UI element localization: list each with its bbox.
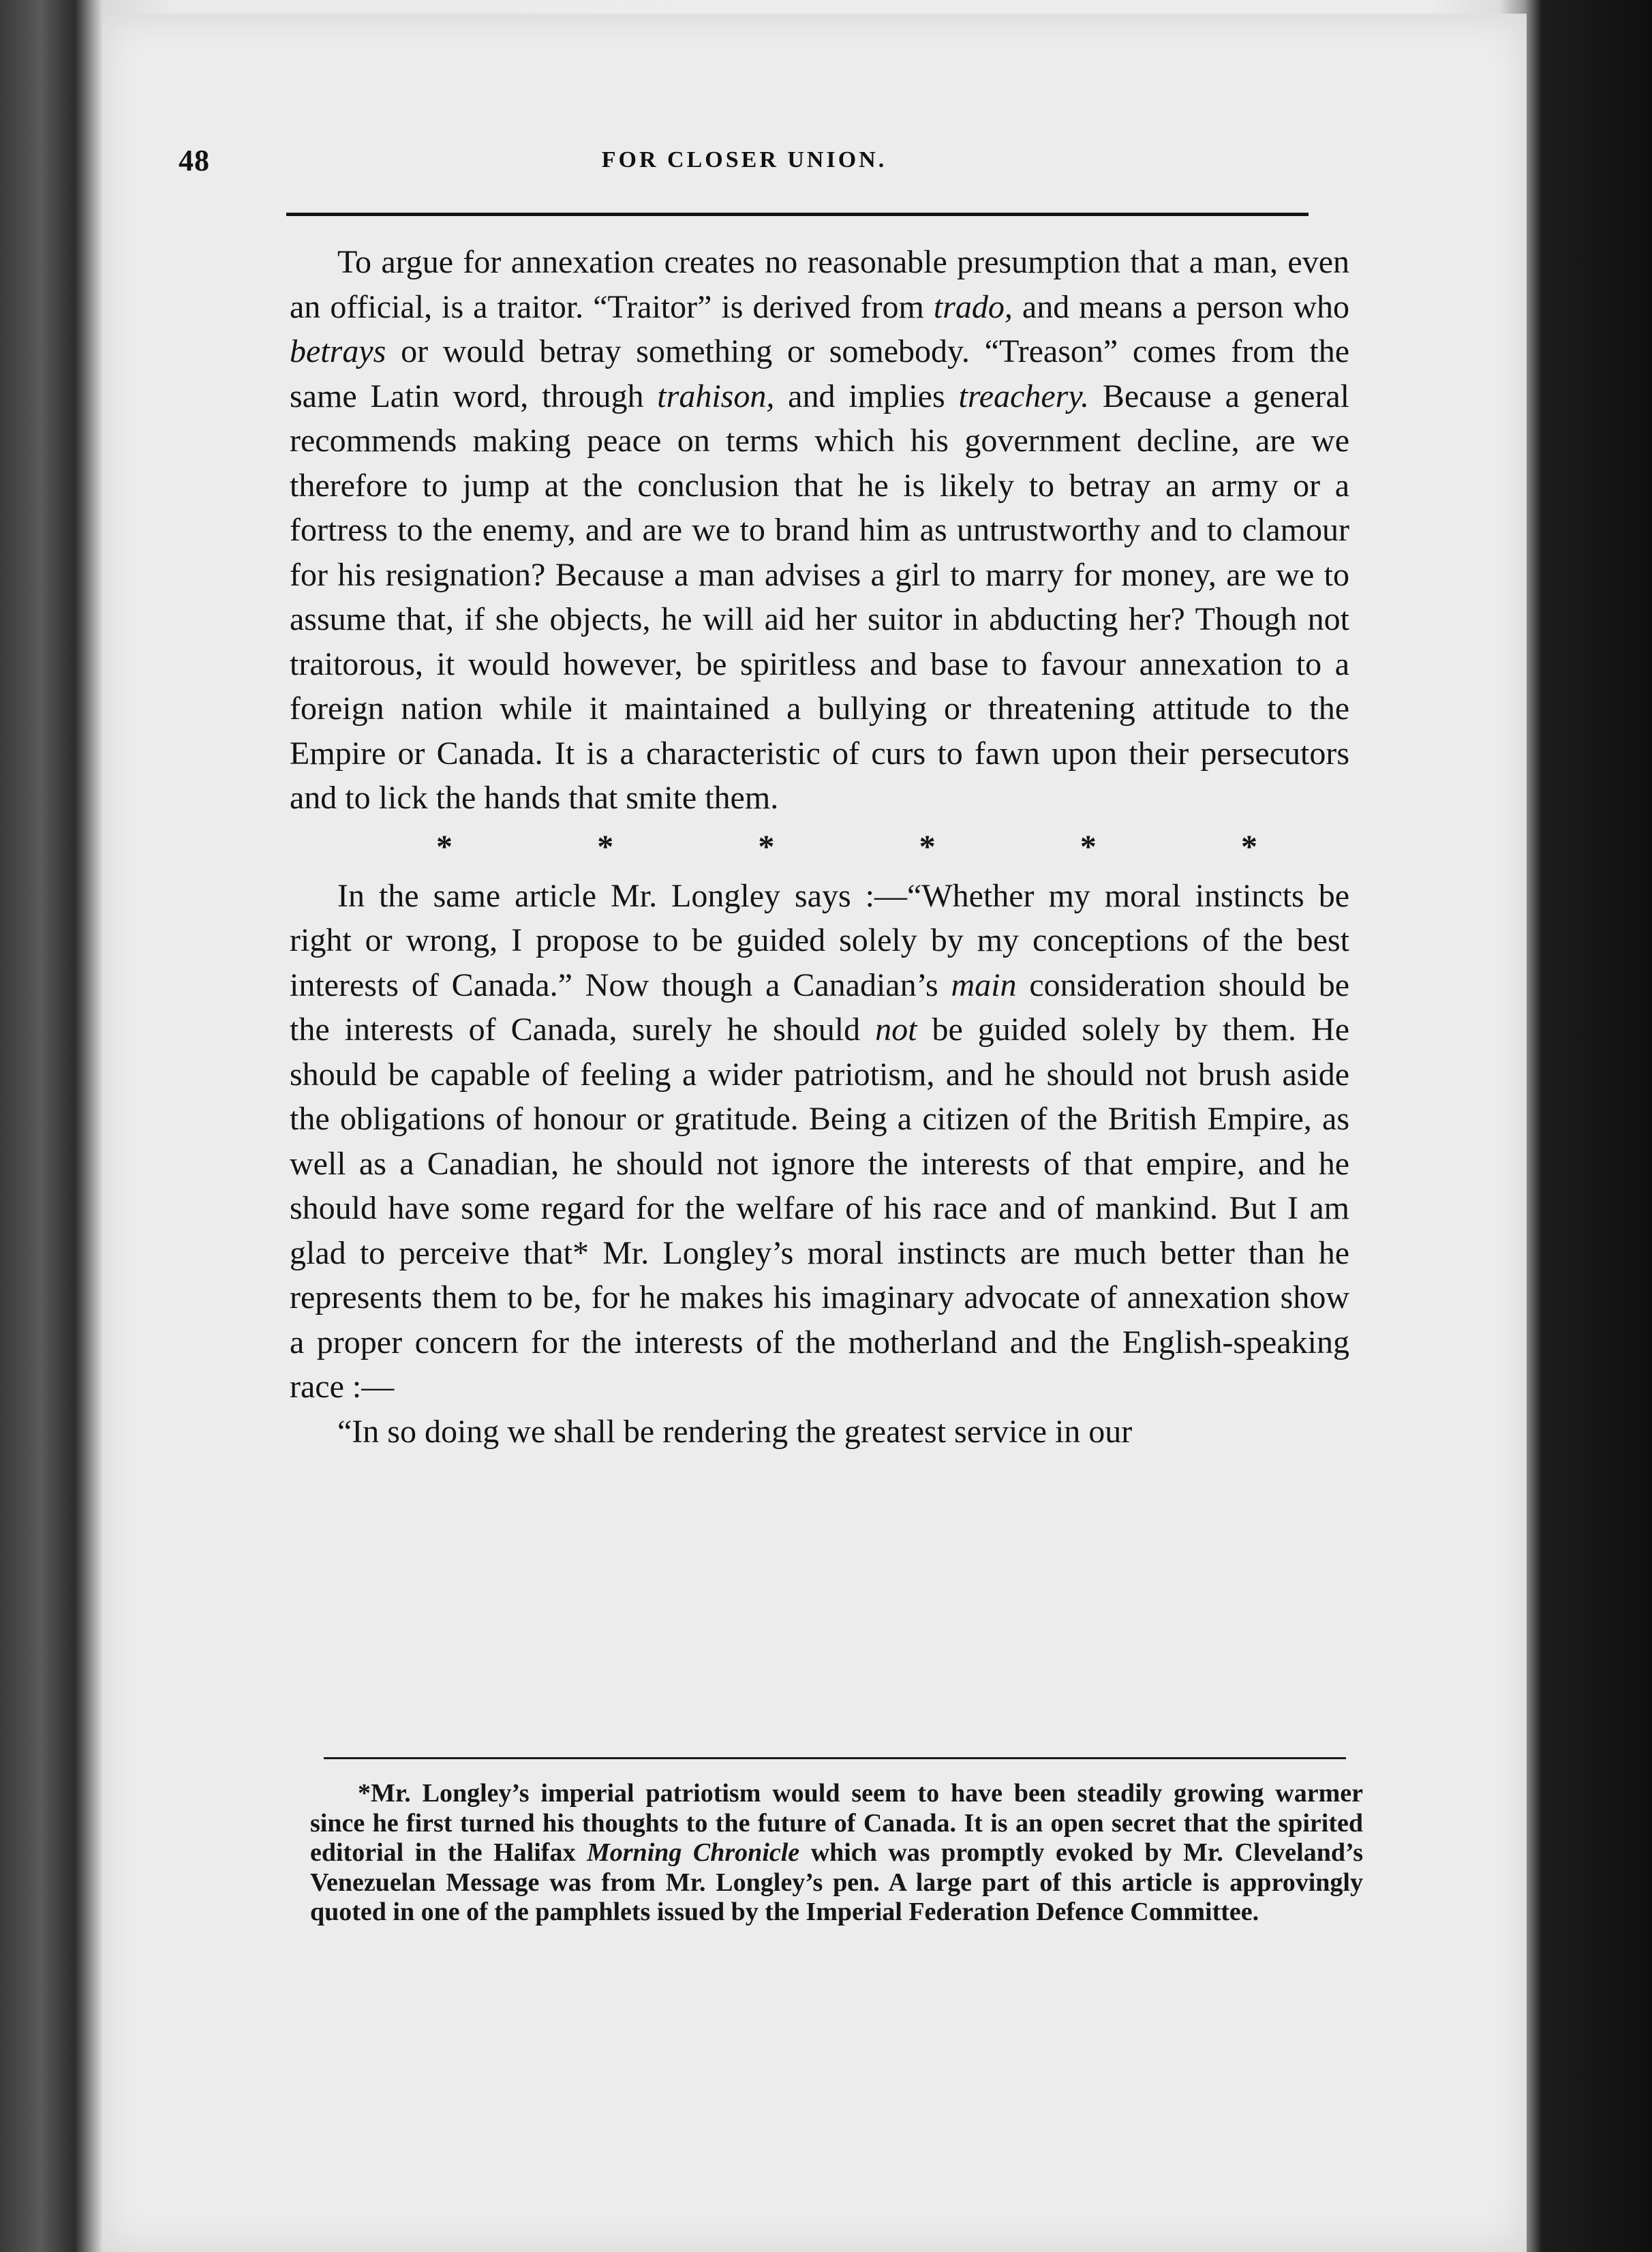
footnote: *Mr. Longley’s imperial patriotism would seem to have been steadily growing warmer since he first turned his thoughts to the future of Canada. It is an open secret that the spirited editorial in the Halifax Morning Chronicle which was promptly evoked by Mr. Cleveland’s Venezuelan Message was from Mr. Longley’s pen. A large part of this article is approvingly quoted in one of the pamphlets issued by the Imperial Federation Defence Committee.: [310, 1779, 1363, 1926]
main-text: [290, 240, 1349, 1454]
italic-word: main: [951, 967, 1017, 1003]
asterisk: *: [919, 828, 936, 865]
italic-word: not: [875, 1011, 917, 1048]
paragraph-1: To argue for annexation creates no reasonable presumption that a man, even an official, is a traitor. “Traitor” is derived from trado, and means a person who betrays or would betray something or somebody. “Treason” comes from the same Latin word, through trahison, and implies treachery. Because a general recommends making peace on terms which his government decline, are we therefore to jump at the conclusion that he is likely to betray an army or a fortress to the enemy, and are we to brand him as untrustworthy and to clamour for his resignation? Because a man advises a girl to marry for money, are we to assume that, if she objects, he will aid her suitor in abducting her? Though not traitorous, it would however, be spiritless and base to favour annexation to a foreign nation while it maintained a bullying or threatening attitude to the Empire or Canada. It is a characteristic of curs to fawn upon their persecutors and to lick the hands that smite them.: [290, 244, 1350, 816]
asterisk: *: [758, 828, 775, 865]
paragraph-3: “In so doing we shall be rendering the greatest service in our: [337, 1413, 1133, 1450]
paragraph-2: In the same article Mr. Longley says :—“Whether my moral instincts be right or wrong, I propose to be guided solely by my conceptions of the best interests of Canada.” Now though a Canadian’s main consideration should be the interests of Canada, surely he should not be guided solely by them. He should be capable of feeling a wider patriotism, and he should not brush aside the obligations of honour or gratitude. Being a citizen of the British Empire, as well as a Canadian, he should not ignore the interests of that empire, and he should have some regard for the welfare of his race and of mankind. But I am glad to perceive that* Mr. Longley’s moral instincts are much better than he represents them to be, for he makes his imaginary advocate of annexation show a proper concern for the interests of the motherland and the English-speaking race :—: [290, 877, 1350, 1405]
page-header: [179, 143, 1310, 191]
asterisk: *: [436, 828, 453, 865]
italic-word: betrays: [290, 333, 386, 369]
page-number: 48: [179, 144, 210, 177]
asterisk: *: [1080, 828, 1097, 865]
italic-word: trahison,: [657, 378, 775, 414]
section-break: [436, 821, 1257, 874]
italic-word: trado,: [933, 288, 1013, 325]
running-head: FOR CLOSER UNION.: [601, 147, 887, 172]
asterisk: *: [597, 828, 614, 865]
italic-word: treachery.: [958, 378, 1089, 414]
asterisk: *: [1240, 828, 1257, 865]
footnote-rule: [324, 1757, 1346, 1759]
italic-title: Morning Chronicle: [586, 1838, 800, 1867]
header-rule: [286, 213, 1309, 216]
